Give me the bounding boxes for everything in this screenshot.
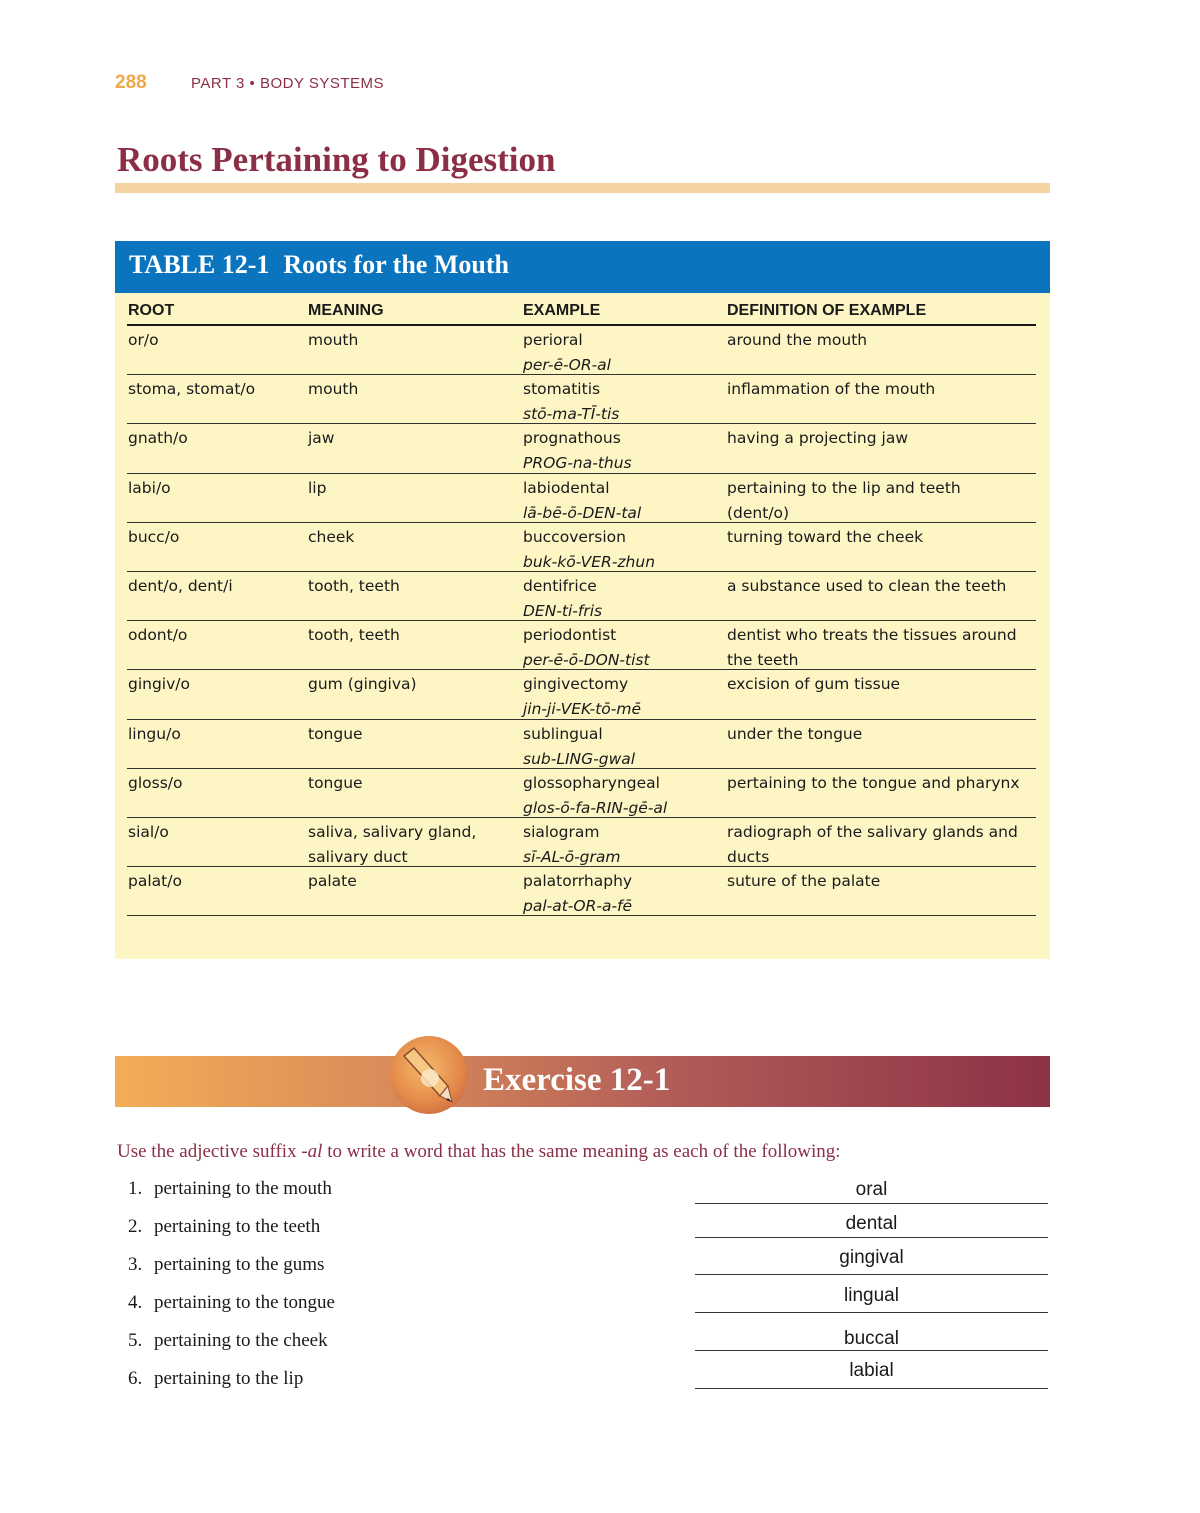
- pencil-icon: [390, 1036, 468, 1114]
- definition-cell: [727, 722, 1036, 747]
- pronunciation: sī-AL-ō-gram: [523, 847, 621, 866]
- table-row: [127, 326, 1036, 375]
- root-cell: [128, 476, 171, 501]
- root-cell: [128, 525, 179, 550]
- pronunciation: PROG-na-thus: [523, 454, 632, 473]
- item-number: 1.: [128, 1178, 143, 1199]
- instruction-text-end: to write a word that has the same meaning as each of the following:: [322, 1141, 841, 1162]
- table-row: [127, 769, 1036, 818]
- root-text: gloss/o: [128, 773, 183, 792]
- item-number: 5.: [128, 1330, 143, 1351]
- definition-text: excision of gum tissue: [727, 675, 901, 694]
- example-cell: [523, 672, 641, 722]
- item-number: 3.: [128, 1254, 143, 1275]
- pronunciation: sub-LING-gwal: [523, 749, 636, 768]
- table-row: [127, 424, 1036, 473]
- meaning-text: mouth: [308, 331, 359, 349]
- meaning-text: tooth, teeth: [308, 626, 400, 645]
- meaning-text: lip: [308, 478, 327, 497]
- table-row: [127, 375, 1036, 424]
- answer-field[interactable]: buccal: [844, 1328, 899, 1349]
- definition-text: suture of the palate: [727, 872, 881, 891]
- root-cell: [128, 869, 182, 894]
- definition-text-continued: the teeth: [727, 651, 799, 670]
- meaning-text: mouth: [308, 380, 359, 399]
- root-text: odont/o: [128, 626, 188, 645]
- example-word: dentifrice: [523, 576, 597, 595]
- section-rule: [115, 183, 1050, 193]
- root-cell: [128, 771, 183, 796]
- meaning-cell: [308, 771, 363, 796]
- meaning-cell: [308, 574, 400, 599]
- answer-line: [695, 1312, 1048, 1313]
- pronunciation: glos-ō-fa-RIN-gē-al: [523, 798, 668, 817]
- table-row: [127, 867, 1036, 916]
- example-word: palatorrhaphy: [523, 872, 633, 891]
- answer-line: [695, 1274, 1048, 1275]
- exercise-item: [128, 1330, 328, 1352]
- definition-text: a substance used to clean the teeth: [727, 576, 1007, 595]
- exercise-instruction: [117, 1141, 841, 1163]
- definition-cell: [727, 771, 1036, 796]
- answer-field[interactable]: gingival: [839, 1247, 904, 1268]
- definition-cell: [727, 328, 1036, 353]
- pronunciation: per-ē-ō-DON-tist: [523, 651, 650, 670]
- example-word: sialogram: [523, 822, 600, 841]
- example-cell: [523, 426, 632, 476]
- table-row: [127, 621, 1036, 670]
- exercise-icon-circle: [390, 1036, 468, 1114]
- definition-cell: [727, 820, 1036, 870]
- exercise-item: [128, 1178, 332, 1200]
- meaning-cell: [308, 426, 334, 451]
- meaning-text: tongue: [308, 724, 363, 743]
- item-prompt: pertaining to the lip: [154, 1368, 304, 1389]
- part-label: PART 3 • BODY SYSTEMS: [191, 75, 385, 92]
- exercise-item: [128, 1216, 320, 1238]
- example-word: gingivectomy: [523, 675, 629, 694]
- meaning-text: palate: [308, 872, 357, 891]
- item-prompt: pertaining to the mouth: [154, 1178, 332, 1199]
- definition-cell: [727, 377, 1036, 402]
- root-text: stoma, stomat/o: [128, 380, 256, 399]
- exercise-item: [128, 1254, 324, 1276]
- exercise-item: [128, 1292, 335, 1314]
- table-row: [127, 572, 1036, 621]
- example-cell: [523, 574, 602, 624]
- exercise-item: [128, 1368, 303, 1390]
- meaning-cell: [308, 525, 354, 550]
- meaning-cell: [308, 722, 363, 747]
- pronunciation: buk-kō-VER-zhun: [523, 552, 656, 571]
- root-cell: [128, 722, 181, 747]
- root-cell: [128, 672, 190, 697]
- item-prompt: pertaining to the teeth: [154, 1216, 321, 1237]
- definition-cell: [727, 525, 1036, 550]
- roots-table: [115, 241, 1050, 959]
- definition-text: pertaining to the tongue and pharynx: [727, 773, 1020, 792]
- answer-field[interactable]: oral: [855, 1179, 888, 1200]
- root-text: gingiv/o: [128, 675, 190, 694]
- meaning-text: jaw: [308, 429, 335, 448]
- answer-field[interactable]: lingual: [844, 1285, 899, 1306]
- meaning-text: gum (gingiva): [308, 675, 417, 694]
- meaning-cell: [308, 869, 357, 894]
- meaning-cell: [308, 672, 417, 697]
- root-cell: [128, 377, 255, 402]
- example-cell: [523, 771, 667, 821]
- table-row: [127, 670, 1036, 719]
- root-cell: [128, 574, 233, 599]
- definition-cell: [727, 623, 1036, 673]
- instruction-suffix: -al: [301, 1141, 323, 1162]
- meaning-text: saliva, salivary gland,: [308, 822, 477, 841]
- root-text: bucc/o: [128, 527, 180, 546]
- example-word: stomatitis: [523, 380, 601, 399]
- item-prompt: pertaining to the cheek: [154, 1330, 328, 1351]
- definition-cell: [727, 426, 1036, 451]
- definition-text: under the tongue: [727, 724, 863, 743]
- pronunciation: jin-ji-VEK-tō-mē: [523, 700, 641, 719]
- root-cell: [128, 820, 169, 845]
- table-column-headers: [127, 301, 1036, 326]
- instruction-text-start: Use the adjective suffix: [117, 1141, 302, 1162]
- definition-cell: [727, 574, 1036, 599]
- definition-text: inflammation of the mouth: [727, 380, 936, 399]
- definition-text: pertaining to the lip and teeth: [727, 478, 961, 497]
- root-text: sial/o: [128, 822, 169, 841]
- root-text: palat/o: [128, 872, 182, 891]
- pronunciation: per-ē-OR-al: [523, 356, 611, 374]
- meaning-cell: [308, 820, 476, 870]
- root-cell: [128, 426, 188, 451]
- example-word: periodontist: [523, 626, 617, 645]
- root-text: lingu/o: [128, 724, 181, 743]
- column-header-definition: DEFINITION OF EXAMPLE: [727, 302, 927, 319]
- meaning-text-continued: salivary duct: [308, 847, 408, 866]
- meaning-text: cheek: [308, 527, 355, 546]
- answer-line: [695, 1350, 1048, 1351]
- definition-text: around the mouth: [727, 331, 868, 349]
- example-word: glossopharyngeal: [523, 773, 660, 792]
- pronunciation: DEN-ti-fris: [523, 601, 603, 620]
- definition-text: dentist who treats the tissues around: [727, 626, 1017, 645]
- definition-text: turning toward the cheek: [727, 527, 924, 546]
- meaning-cell: [308, 377, 358, 402]
- table-title: Roots for the Mouth: [283, 250, 509, 279]
- table-row: [127, 523, 1036, 572]
- root-cell: [128, 623, 187, 648]
- column-header-root: ROOT: [128, 302, 175, 319]
- example-cell: [523, 476, 641, 526]
- example-word: sublingual: [523, 724, 603, 743]
- table-body: [127, 326, 1036, 916]
- example-cell: [523, 623, 650, 673]
- item-number: 4.: [128, 1292, 143, 1313]
- column-header-meaning: MEANING: [308, 302, 384, 319]
- table-row: [127, 818, 1036, 867]
- item-prompt: pertaining to the gums: [154, 1254, 325, 1275]
- answer-line: [695, 1203, 1048, 1204]
- meaning-text: tongue: [308, 773, 363, 792]
- definition-text: having a projecting jaw: [727, 429, 908, 448]
- definition-text: radiograph of the salivary glands and: [727, 822, 1018, 841]
- table-caption: [115, 241, 1050, 293]
- answer-line: [695, 1237, 1048, 1238]
- example-word: perioral: [523, 331, 583, 349]
- definition-text-continued: (dent/o): [727, 503, 790, 522]
- item-number: 2.: [128, 1216, 143, 1237]
- root-text: or/o: [128, 331, 159, 349]
- example-cell: [523, 722, 635, 772]
- pronunciation: pal-at-OR-a-fē: [523, 897, 633, 916]
- pronunciation: stō-ma-TĪ-tis: [523, 405, 620, 424]
- table-row: [127, 720, 1036, 769]
- example-word: prognathous: [523, 429, 621, 448]
- root-text: gnath/o: [128, 429, 188, 448]
- section-title: Roots Pertaining to Digestion: [117, 140, 556, 179]
- meaning-cell: [308, 476, 326, 501]
- definition-cell: [727, 476, 1036, 526]
- table-row: [127, 474, 1036, 523]
- answer-line: [695, 1388, 1048, 1389]
- meaning-cell: [308, 623, 400, 648]
- answer-field[interactable]: labial: [849, 1360, 894, 1381]
- example-cell: [523, 377, 619, 427]
- meaning-cell: [308, 328, 358, 353]
- example-cell: [523, 820, 621, 870]
- exercise-title: Exercise 12-1: [483, 1062, 671, 1098]
- meaning-text: tooth, teeth: [308, 576, 400, 595]
- definition-text-continued: ducts: [727, 847, 770, 866]
- root-cell: [128, 328, 159, 353]
- example-cell: [523, 328, 611, 378]
- table-label: TABLE 12-1: [129, 250, 270, 279]
- page-number: 288: [115, 72, 147, 93]
- definition-cell: [727, 869, 1036, 894]
- item-number: 6.: [128, 1368, 143, 1389]
- definition-cell: [727, 672, 1036, 697]
- page-header: [115, 72, 384, 94]
- item-prompt: pertaining to the tongue: [154, 1292, 335, 1313]
- column-header-example: EXAMPLE: [523, 302, 601, 319]
- example-cell: [523, 525, 655, 575]
- root-text: labi/o: [128, 478, 171, 497]
- example-word: buccoversion: [523, 527, 626, 546]
- example-cell: [523, 869, 632, 919]
- answer-field[interactable]: dental: [845, 1213, 898, 1234]
- root-text: dent/o, dent/i: [128, 576, 233, 595]
- example-word: labiodental: [523, 478, 610, 497]
- pronunciation: lā-bē-ō-DEN-tal: [523, 503, 642, 522]
